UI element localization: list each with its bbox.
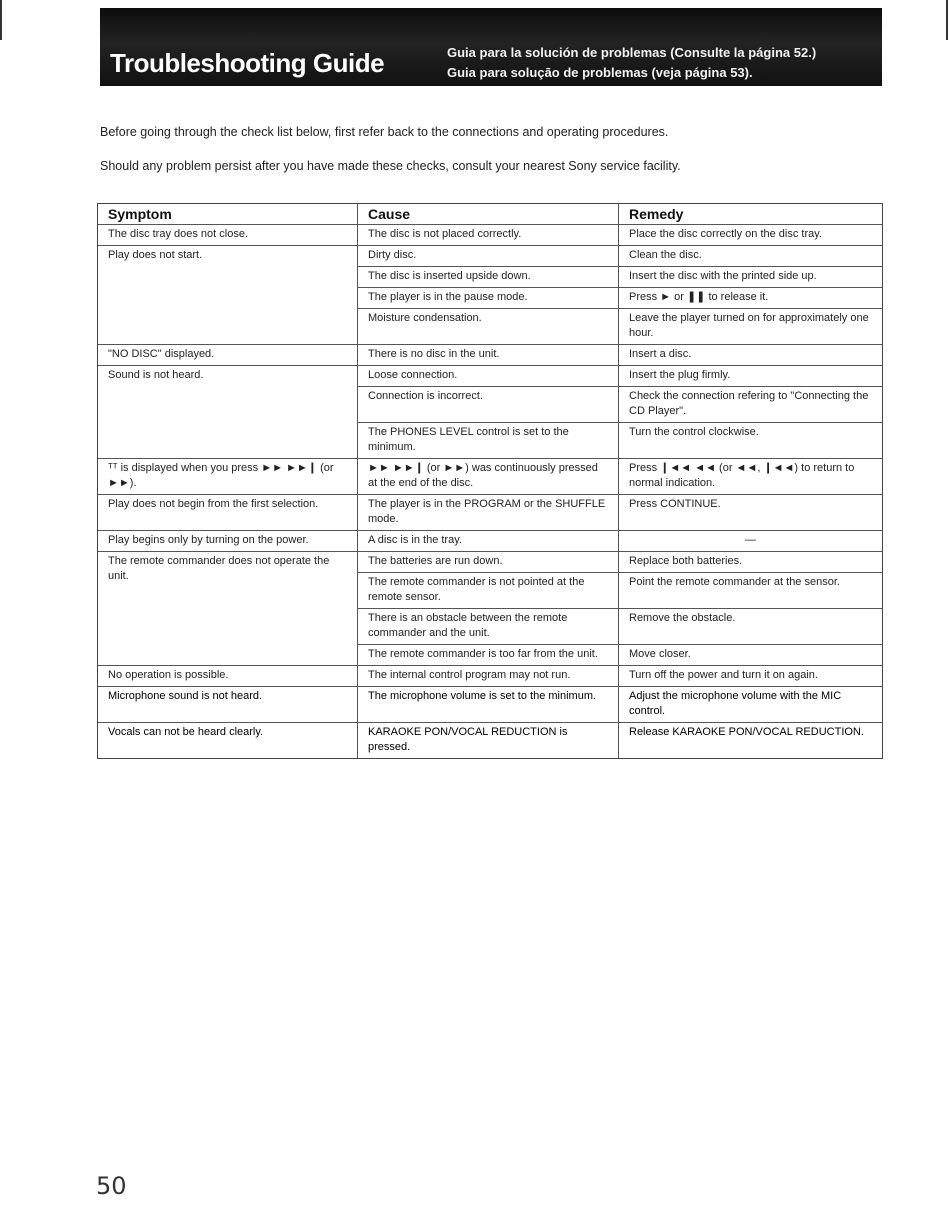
cause-cell: Moisture condensation. <box>358 309 619 345</box>
cause-cell: The batteries are run down. <box>358 552 619 573</box>
remedy-cell: Replace both batteries. <box>619 552 882 573</box>
cause-cell: The microphone volume is set to the minimum. <box>358 687 619 723</box>
subtitle-portuguese: Guia para soluçāo de problemas (veja página 53). <box>447 65 753 80</box>
cause-cell: The remote commander is not pointed at the remote sensor. <box>358 573 619 609</box>
remedy-cell: Press ► or ❚❚ to release it. <box>619 288 882 309</box>
remedy-cell: Place the disc correctly on the disc tray. <box>619 225 882 246</box>
remedy-cell: — <box>619 531 882 552</box>
cause-cell: There is no disc in the unit. <box>358 345 619 366</box>
remedy-cell: Press ❙◄◄ ◄◄ (or ◄◄, ❙◄◄) to return to normal indication. <box>619 459 882 495</box>
page-title: Troubleshooting Guide <box>110 48 385 78</box>
cause-cell: The remote commander is too far from the unit. <box>358 645 619 666</box>
page-number: 50 <box>96 1172 127 1200</box>
cause-cell: The player is in the pause mode. <box>358 288 619 309</box>
cause-cell: Loose connection. <box>358 366 619 387</box>
cause-cell: The player is in the PROGRAM or the SHUFFLE mode. <box>358 495 619 531</box>
header-remedy: Remedy <box>619 204 882 225</box>
symptom-cell: "NO DISC" displayed. <box>98 345 358 366</box>
symptom-cell: ᵀᵀ is displayed when you press ►► ►►❙ (or ►►). <box>98 459 358 495</box>
remedy-cell: Move closer. <box>619 645 882 666</box>
cause-cell: The disc is inserted upside down. <box>358 267 619 288</box>
left-edge-rule <box>0 0 2 40</box>
header-cause: Cause <box>358 204 619 225</box>
remedy-cell: Turn off the power and turn it on again. <box>619 666 882 687</box>
subtitle-spanish: Guia para la solución de problemas (Consulte la página 52.) <box>447 45 817 60</box>
symptom-cell: The remote commander does not operate the unit. <box>98 552 358 666</box>
header-banner <box>100 8 882 86</box>
remedy-cell: Point the remote commander at the sensor. <box>619 573 882 609</box>
cause-cell: ►► ►►❙ (or ►►) was continuously pressed at the end of the disc. <box>358 459 619 495</box>
cause-cell: The PHONES LEVEL control is set to the minimum. <box>358 423 619 459</box>
right-edge-rule <box>946 0 948 40</box>
remedy-cell: Leave the player turned on for approximately one hour. <box>619 309 882 345</box>
cause-cell: The internal control program may not run. <box>358 666 619 687</box>
remedy-cell: Remove the obstacle. <box>619 609 882 645</box>
cause-cell: The disc is not placed correctly. <box>358 225 619 246</box>
remedy-cell: Insert the plug firmly. <box>619 366 882 387</box>
remedy-cell: Check the connection refering to "Connecting the CD Player". <box>619 387 882 423</box>
symptom-cell: Play does not begin from the first selection. <box>98 495 358 531</box>
remedy-cell: Turn the control clockwise. <box>619 423 882 459</box>
remedy-cell: Adjust the microphone volume with the MIC control. <box>619 687 882 723</box>
symptom-cell: Play does not start. <box>98 246 358 345</box>
symptom-cell: Sound is not heard. <box>98 366 358 459</box>
symptom-cell: Play begins only by turning on the power. <box>98 531 358 552</box>
remedy-cell: Press CONTINUE. <box>619 495 882 531</box>
symptom-cell: The disc tray does not close. <box>98 225 358 246</box>
remedy-cell: Clean the disc. <box>619 246 882 267</box>
cause-cell: A disc is in the tray. <box>358 531 619 552</box>
symptom-cell: No operation is possible. <box>98 666 358 687</box>
remedy-cell: Insert the disc with the printed side up. <box>619 267 882 288</box>
cause-cell: Dirty disc. <box>358 246 619 267</box>
intro-paragraph-2: Should any problem persist after you have made these checks, consult your nearest Sony service facility. <box>100 159 681 173</box>
remedy-cell: Release KARAOKE PON/VOCAL REDUCTION. <box>629 726 864 738</box>
troubleshooting-table <box>97 203 883 759</box>
cause-cell: There is an obstacle between the remote commander and the unit. <box>358 609 619 645</box>
cause-cell: KARAOKE PON/VOCAL REDUCTION is pressed. <box>358 723 619 758</box>
remedy-cell: Insert a disc. <box>619 345 882 366</box>
header-symptom: Symptom <box>98 204 358 225</box>
symptom-cell: Microphone sound is not heard. <box>98 687 358 723</box>
cause-cell: Connection is incorrect. <box>358 387 619 423</box>
intro-paragraph-1: Before going through the check list below, first refer back to the connections and operating procedures. <box>100 125 669 139</box>
symptom-cell: Vocals can not be heard clearly. <box>98 723 358 758</box>
